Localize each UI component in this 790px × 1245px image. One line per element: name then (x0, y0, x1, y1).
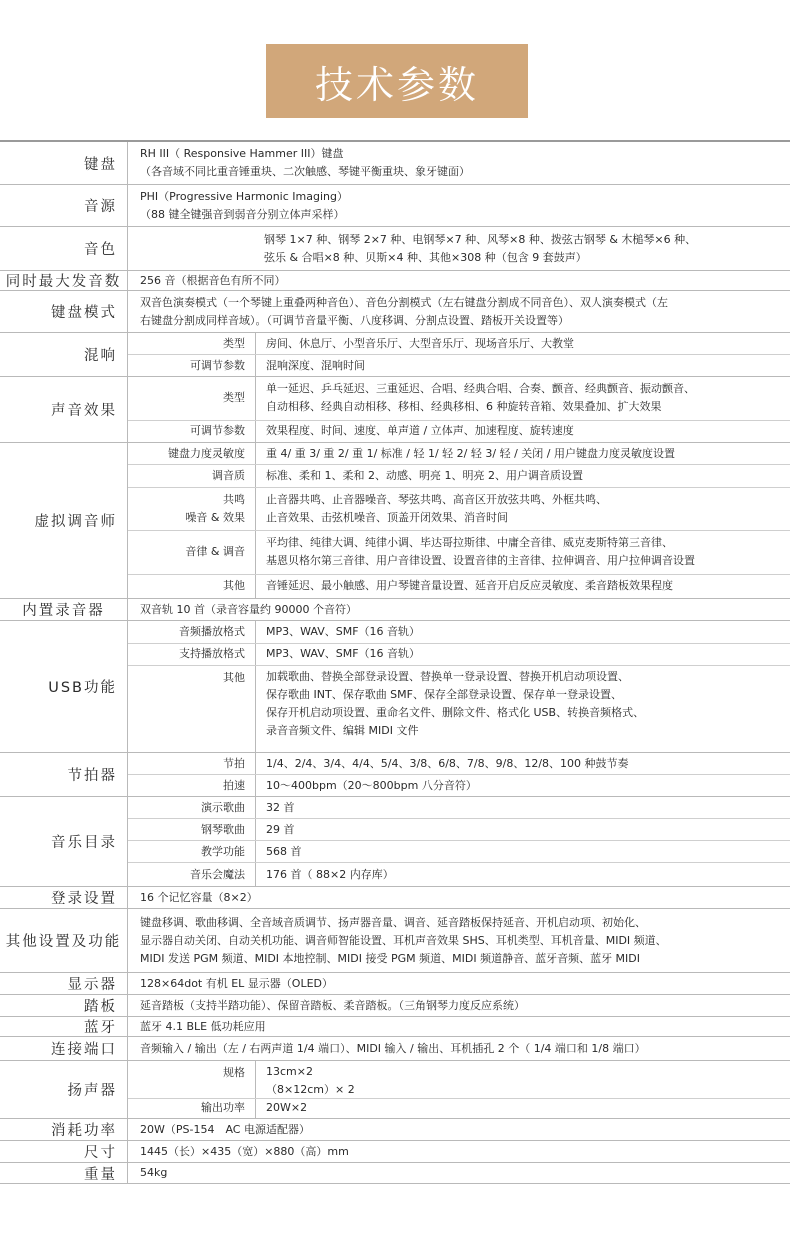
spec-subvalue (256, 775, 790, 796)
spec-value (128, 909, 790, 972)
spec-value (128, 995, 790, 1016)
spec-row-registration (0, 886, 790, 908)
spec-sublabel (128, 465, 256, 486)
spec-value (128, 887, 790, 908)
spec-value-line: 标准、柔和 1、柔和 2、动感、明亮 1、明亮 2、用户调音质设置 (266, 468, 583, 482)
spec-sublabel (128, 644, 256, 666)
spec-value-line: MP3、WAV、SMF（16 音轨） (266, 647, 421, 661)
spec-value-line: PHI（Progressive Harmonic Imaging） (140, 189, 348, 203)
spec-label: 尺寸 (0, 1141, 128, 1162)
spec-row-keyboard (0, 140, 790, 184)
spec-row-effects (0, 376, 790, 442)
spec-value (128, 142, 790, 184)
spec-subtable (128, 1061, 790, 1118)
spec-subrow (128, 443, 790, 464)
spec-label: 音色 (0, 227, 128, 270)
spec-sublabel (128, 421, 256, 442)
spec-label: 重量 (0, 1163, 128, 1183)
spec-sublabel (128, 488, 256, 531)
spec-subrow (128, 643, 790, 666)
spec-label: 虚拟调音师 (0, 443, 128, 598)
spec-row-recorder (0, 598, 790, 620)
spec-row-ports (0, 1036, 790, 1060)
spec-sublabel (128, 355, 256, 376)
spec-value (128, 1037, 790, 1060)
spec-value-line: 32 首 (266, 800, 295, 814)
spec-value-line: 保存歌曲 INT、保存歌曲 SMF、保存全部登录设置、保存单一登录设置、 (266, 688, 622, 701)
spec-sublabel-line: 调音质 (212, 468, 245, 482)
spec-sublabel-line: 演示歌曲 (201, 800, 245, 814)
spec-value (128, 1119, 790, 1140)
spec-label: 蓝牙 (0, 1017, 128, 1036)
spec-sublabel-line: 节拍 (223, 756, 245, 770)
spec-sublabel (128, 1061, 256, 1098)
spec-subrow (128, 818, 790, 840)
spec-sublabel-line: 音乐会魔法 (190, 867, 245, 881)
spec-label: 键盘 (0, 142, 128, 184)
spec-subvalue (256, 575, 790, 598)
spec-value-line: 加载歌曲、替换全部登录设置、替换单一登录设置、替换开机启动项设置、 (266, 670, 629, 683)
spec-subvalue (256, 465, 790, 486)
spec-row-music-library (0, 796, 790, 886)
spec-sublabel (128, 333, 256, 354)
spec-value-line: 延音踏板（支持半踏功能）、保留音踏板、柔音踏板。（三角钢琴力度反应系统） (140, 998, 525, 1012)
spec-value-line: 止音效果、击弦机噪音、顶盖开闭效果、消音时间 (266, 510, 508, 524)
spec-sublabel (128, 377, 256, 420)
spec-sublabel (128, 753, 256, 774)
spec-value-line: 平均律、纯律大调、纯律小调、毕达哥拉斯律、中庸全音律、威克麦斯特第三音律、 (266, 536, 673, 550)
spec-subvalue (256, 644, 790, 666)
spec-value (128, 227, 790, 270)
spec-sublabel (128, 575, 256, 598)
spec-row-speakers (0, 1060, 790, 1118)
spec-label: 音源 (0, 185, 128, 226)
page-title: 技术参数 (314, 62, 479, 107)
spec-value-line: 混响深度、混响时间 (266, 358, 365, 372)
spec-subvalue (256, 797, 790, 818)
spec-sublabel (128, 863, 256, 886)
spec-sublabel-line: 共鸣 (223, 492, 245, 506)
spec-value (128, 1141, 790, 1162)
spec-value-line: 13cm×2 (266, 1065, 313, 1078)
spec-subvalue (256, 355, 790, 376)
spec-value-line: 单一延迟、乒乓延迟、三重延迟、合唱、经典合唱、合奏、颤音、经典颤音、振动颤音、 (266, 382, 695, 396)
spec-subrow (128, 840, 790, 862)
spec-sublabel (128, 797, 256, 818)
spec-sublabel (128, 531, 256, 574)
spec-subvalue (256, 531, 790, 574)
spec-value-line: 蓝牙 4.1 BLE 低功耗应用 (140, 1019, 266, 1033)
spec-value-line: 1445（长）×435（宽）×880（高）mm (140, 1144, 349, 1158)
spec-sublabel-line: 钢琴歌曲 (201, 822, 245, 836)
spec-label: 节拍器 (0, 753, 128, 796)
spec-subrow (128, 333, 790, 354)
spec-subrow (128, 464, 790, 486)
spec-sublabel-line: 规格 (223, 1066, 245, 1079)
spec-value-line: 54kg (140, 1166, 168, 1179)
spec-value-line: 双音色演奏模式（一个琴键上重叠两种音色）、音色分割模式（左右键盘分割成不同音色）、双人演奏模式（左 (140, 295, 668, 309)
spec-row-virtual-tuner (0, 442, 790, 598)
spec-subrow (128, 354, 790, 376)
spec-value-line: 20W×2 (266, 1101, 308, 1115)
spec-subvalue (256, 1061, 790, 1098)
spec-value (128, 291, 790, 332)
spec-value-line: 128×64dot 有机 EL 显示器（OLED） (140, 976, 334, 990)
spec-sublabel-line: 可调节参数 (190, 358, 245, 372)
spec-subvalue (256, 621, 790, 643)
spec-subrow (128, 862, 790, 886)
spec-sublabel-line: 键盘力度灵敏度 (168, 446, 245, 460)
spec-subvalue (256, 421, 790, 442)
spec-sublabel (128, 443, 256, 464)
spec-subtable (128, 443, 790, 598)
spec-value-line: 自动相移、经典自动相移、移相、经典移相、6 种旋转音箱、效果叠加、扩大效果 (266, 400, 662, 414)
spec-value-line: 房间、休息厅、小型音乐厅、大型音乐厅、现场音乐厅、大教堂 (266, 336, 574, 350)
spec-subvalue (256, 819, 790, 840)
spec-value-line: 显示器自动关闭、自动关机功能、调音师智能设置、耳机声音效果 SHS、耳机类型、耳机音量、MIDI 频道、 (140, 933, 667, 947)
spec-value (128, 185, 790, 226)
spec-subrow (128, 530, 790, 574)
spec-row-polyphony (0, 270, 790, 290)
spec-value-line: 钢琴 1×7 种、钢琴 2×7 种、电钢琴×7 种、风琴×8 种、拨弦古钢琴 & 木槌琴×6 种、 (264, 232, 697, 246)
page-title-banner (266, 44, 528, 118)
spec-subrow (128, 487, 790, 531)
spec-value (128, 271, 790, 290)
spec-row-keyboard-mode (0, 290, 790, 332)
spec-label: USB功能 (0, 621, 128, 752)
spec-sublabel (128, 819, 256, 840)
spec-row-source (0, 184, 790, 226)
spec-label: 扬声器 (0, 1061, 128, 1118)
spec-subrow (128, 574, 790, 598)
spec-label: 声音效果 (0, 377, 128, 442)
spec-subtable (128, 797, 790, 886)
spec-value-line: RH III（ Responsive Hammer III）键盘 (140, 147, 344, 160)
spec-subvalue (256, 841, 790, 862)
spec-subvalue (256, 377, 790, 420)
spec-value-line: 键盘移调、歌曲移调、全音域音质调节、扬声器音量、调音、延音踏板保持延音、开机启动项、初始化、 (140, 915, 646, 929)
spec-subrow (128, 1098, 790, 1118)
spec-subrow (128, 1061, 790, 1098)
spec-value (128, 1017, 790, 1036)
spec-subvalue (256, 753, 790, 774)
spec-subvalue (256, 863, 790, 886)
spec-value-line: 保存开机启动项设置、重命名文件、删除文件、格式化 USB、转换音频格式、 (266, 706, 645, 719)
spec-subvalue (256, 443, 790, 464)
spec-sublabel-line: 支持播放格式 (179, 647, 245, 661)
spec-sublabel-line: 音频播放格式 (179, 624, 245, 638)
spec-sublabel-line: 可调节参数 (190, 424, 245, 438)
spec-subvalue (256, 333, 790, 354)
spec-label: 音乐目录 (0, 797, 128, 886)
spec-value-line: 1/4、2/4、3/4、4/4、5/4、3/8、6/8、7/8、9/8、12/8、100 种鼓节奏 (266, 756, 629, 770)
spec-label: 键盘模式 (0, 291, 128, 332)
spec-sublabel (128, 621, 256, 643)
spec-value-line: （各音域不同比重音锤重块、二次触感、琴键平衡重块、象牙键面） (140, 165, 470, 178)
spec-sublabel-line: 音律 & 调音 (185, 545, 245, 559)
spec-row-display (0, 972, 790, 994)
spec-sublabel-line: 拍速 (223, 778, 245, 792)
spec-sublabel-line: 噪音 & 效果 (185, 510, 245, 524)
spec-subrow (128, 621, 790, 643)
spec-value-line: （8×12cm）× 2 (266, 1083, 355, 1096)
spec-label: 踏板 (0, 995, 128, 1016)
spec-row-reverb (0, 332, 790, 376)
spec-label: 混响 (0, 333, 128, 376)
spec-value-line: MIDI 发送 PGM 频道、MIDI 本地控制、MIDI 接受 PGM 频道、MIDI 频道静音、蓝牙音频、蓝牙 MIDI (140, 951, 641, 965)
spec-subtable (128, 333, 790, 376)
spec-label: 内置录音器 (0, 599, 128, 620)
spec-value-line: 20W（PS-154 AC 电源适配器） (140, 1122, 310, 1136)
spec-value-line: （88 键全键强音到弱音分别立体声采样） (140, 207, 345, 221)
spec-subrow (128, 774, 790, 796)
spec-subvalue (256, 1099, 790, 1118)
spec-row-other-settings (0, 908, 790, 972)
spec-sublabel (128, 1099, 256, 1118)
spec-row-power (0, 1118, 790, 1140)
spec-sublabel-line: 教学功能 (201, 844, 245, 858)
spec-sublabel-line: 类型 (223, 391, 245, 405)
spec-subrow (128, 420, 790, 442)
spec-value-line: 基恩贝格尔第三音律、用户音律设置、设置音律的主音律、拉伸调音、用户拉伸调音设置 (266, 554, 695, 568)
spec-row-pedals (0, 994, 790, 1016)
spec-row-voices (0, 226, 790, 270)
spec-sublabel (128, 775, 256, 796)
spec-subvalue (256, 666, 790, 752)
spec-row-metronome (0, 752, 790, 796)
spec-label: 登录设置 (0, 887, 128, 908)
spec-row-bluetooth (0, 1016, 790, 1036)
spec-subvalue (256, 488, 790, 531)
spec-value-line: 双音轨 10 首（录音容量约 90000 个音符） (140, 602, 357, 616)
spec-subrow (128, 377, 790, 420)
spec-subtable (128, 377, 790, 442)
spec-value-line: 568 首 (266, 844, 302, 858)
spec-value-line: 176 首（ 88×2 内存库） (266, 867, 394, 881)
spec-value-line: 音锤延迟、最小触感、用户琴键音量设置、延音开启反应灵敏度、柔音踏板效果程度 (266, 579, 673, 593)
spec-value-line: 止音器共鸣、止音器噪音、琴弦共鸣、高音区开放弦共鸣、外框共鸣、 (266, 492, 607, 506)
spec-subtable (128, 621, 790, 752)
spec-value (128, 973, 790, 994)
spec-value-line: 16 个记忆容量（8×2） (140, 890, 258, 904)
spec-value (128, 599, 790, 620)
spec-label: 同时最大发音数 (0, 271, 128, 290)
spec-subtable (128, 753, 790, 796)
spec-row-usb (0, 620, 790, 752)
spec-value-line: 10～400bpm（20～800bpm 八分音符） (266, 778, 477, 792)
spec-sublabel-line: 其他 (223, 671, 245, 684)
spec-value-line: 重 4/ 重 3/ 重 2/ 重 1/ 标准 / 轻 1/ 轻 2/ 轻 3/ 轻 / 关闭 / 用户键盘力度灵敏度设置 (266, 446, 675, 460)
spec-value-line: 256 音（根据音色有所不同） (140, 273, 286, 287)
spec-value-line: 音频输入 / 输出（左 / 右两声道 1/4 端口）、MIDI 输入 / 输出、耳机插孔 2 个（ 1/4 端口和 1/8 端口） (140, 1041, 646, 1055)
spec-subrow (128, 797, 790, 818)
spec-sublabel (128, 841, 256, 862)
spec-value-line: MP3、WAV、SMF（16 音轨） (266, 624, 421, 638)
spec-value-line: 弦乐 & 合唱×8 种、贝斯×4 种、其他×308 种（包含 9 套鼓声） (264, 250, 587, 264)
spec-label: 其他设置及功能 (0, 909, 128, 972)
spec-subrow (128, 753, 790, 774)
spec-value-line: 29 首 (266, 822, 295, 836)
spec-value-line: 录音音频文件、编辑 MIDI 文件 (266, 724, 419, 737)
spec-value-line: 右键盘分割成同样音域）。（可调节音量平衡、八度移调、分割点设置、踏板开关设置等） (140, 313, 569, 327)
spec-sublabel (128, 666, 256, 752)
spec-subrow (128, 665, 790, 752)
spec-sublabel-line: 输出功率 (201, 1101, 245, 1115)
spec-value (128, 1163, 790, 1183)
spec-sublabel-line: 其他 (223, 579, 245, 593)
spec-label: 显示器 (0, 973, 128, 994)
spec-row-weight (0, 1162, 790, 1184)
spec-table (0, 140, 790, 1184)
spec-value-line: 效果程度、时间、速度、单声道 / 立体声、加速程度、旋转速度 (266, 424, 574, 438)
spec-label: 消耗功率 (0, 1119, 128, 1140)
spec-label: 连接端口 (0, 1037, 128, 1060)
spec-row-dimensions (0, 1140, 790, 1162)
spec-sublabel-line: 类型 (223, 336, 245, 350)
